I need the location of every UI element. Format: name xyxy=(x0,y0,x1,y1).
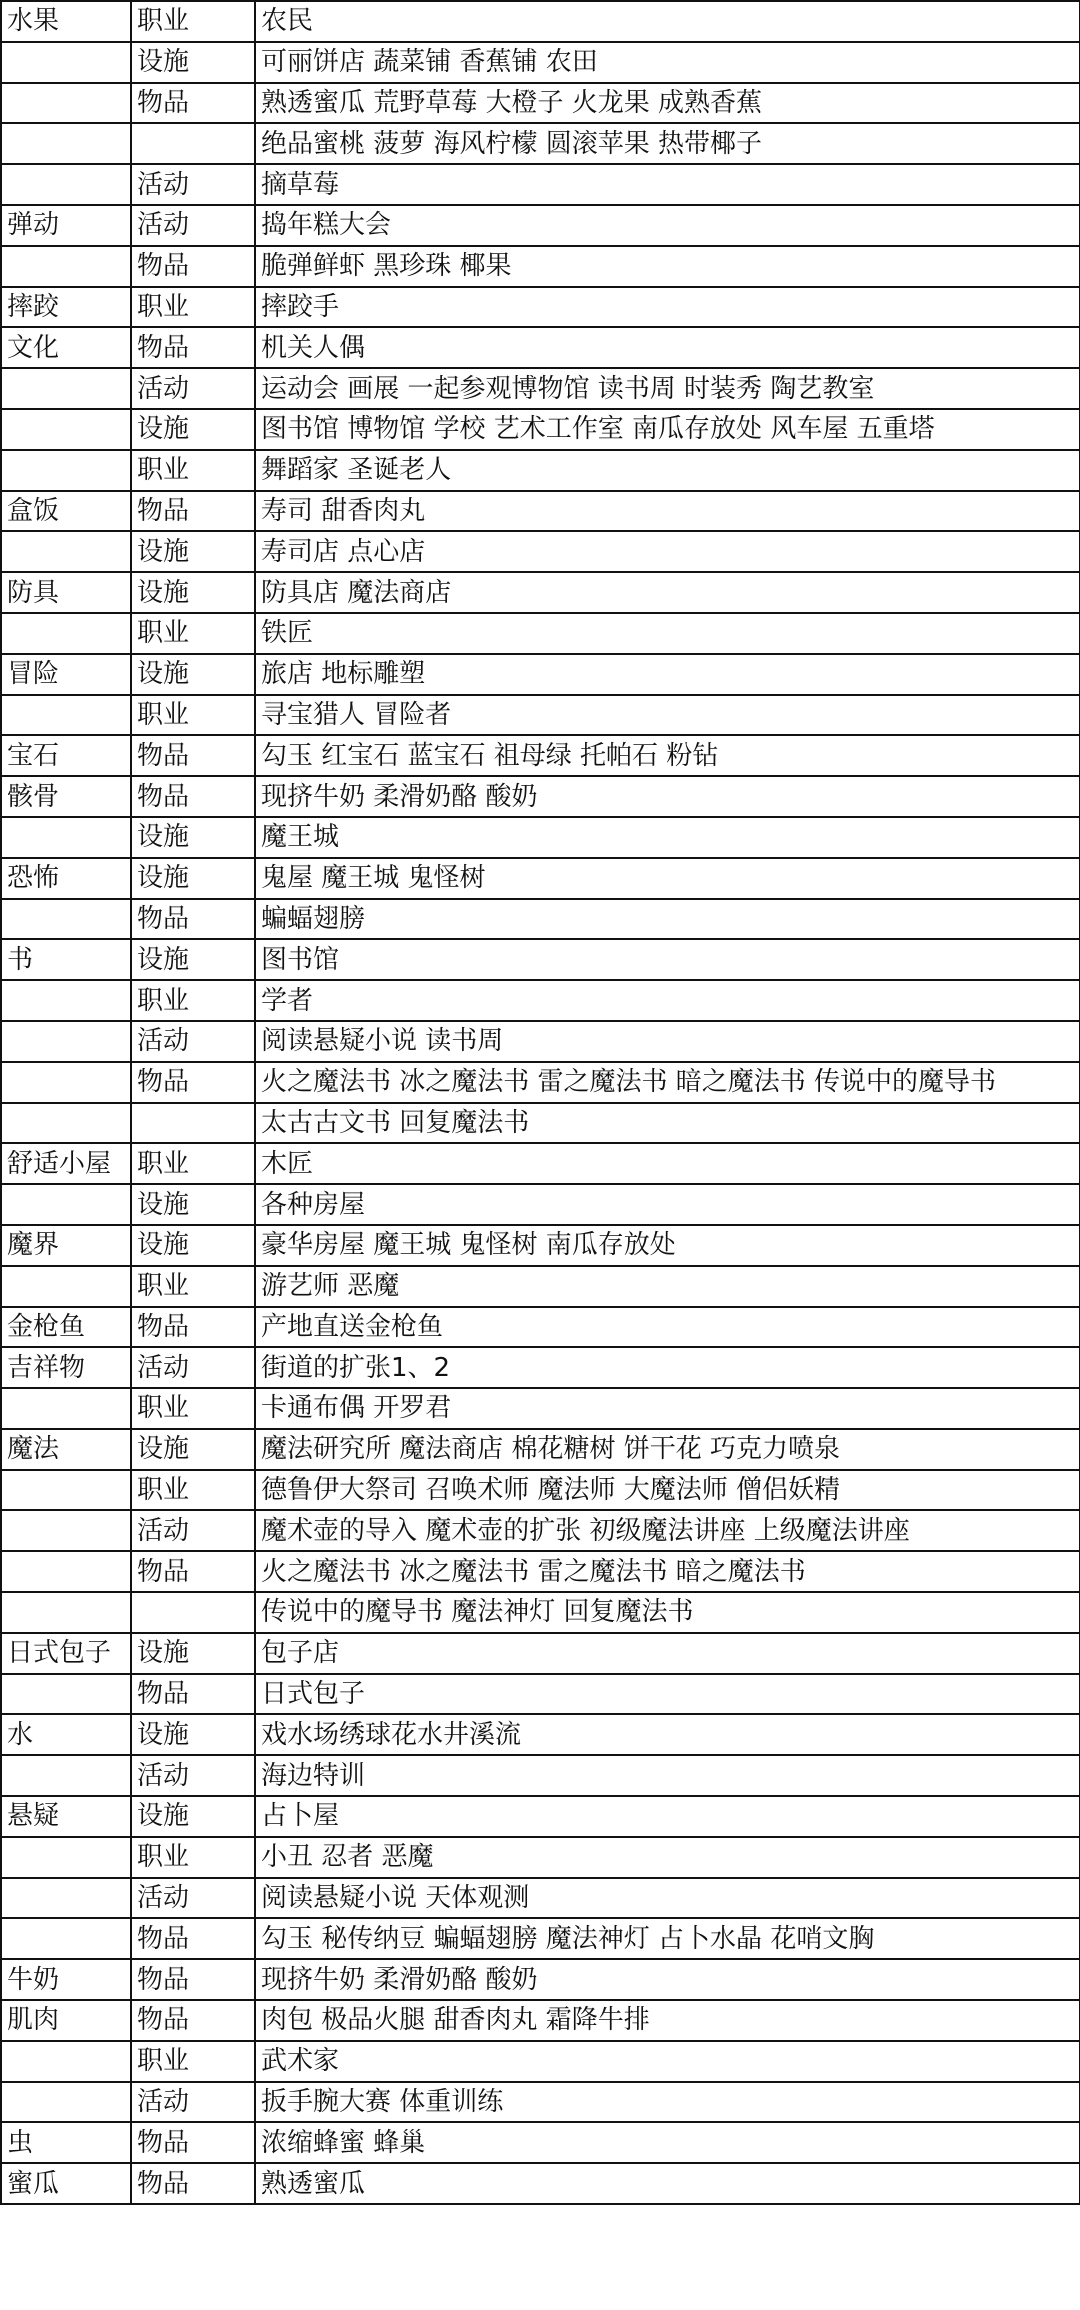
theme-cell xyxy=(1,450,131,491)
table-row xyxy=(1,1429,1080,1470)
theme-cell: 魔法 xyxy=(1,1429,131,1470)
items-cell: 现挤牛奶 柔滑奶酪 酸奶 xyxy=(255,1959,1080,2000)
category-cell: 物品 xyxy=(131,735,255,776)
theme-cell: 水果 xyxy=(1,1,131,42)
items-cell: 绝品蜜桃 菠萝 海风柠檬 圆滚苹果 热带椰子 xyxy=(255,123,1080,164)
table-row xyxy=(1,1918,1080,1959)
items-cell: 摘草莓 xyxy=(255,164,1080,205)
theme-cell xyxy=(1,613,131,654)
category-cell: 设施 xyxy=(131,1225,255,1266)
theme-cell xyxy=(1,409,131,450)
items-cell: 机关人偶 xyxy=(255,327,1080,368)
table-row xyxy=(1,2163,1080,2204)
category-cell: 活动 xyxy=(131,205,255,246)
items-cell: 肉包 极品火腿 甜香肉丸 霜降牛排 xyxy=(255,2000,1080,2041)
items-cell: 熟透蜜瓜 荒野草莓 大橙子 火龙果 成熟香蕉 xyxy=(255,83,1080,124)
theme-cell: 金枪鱼 xyxy=(1,1307,131,1348)
category-cell: 物品 xyxy=(131,2000,255,2041)
theme-cell: 摔跤 xyxy=(1,287,131,328)
table-row xyxy=(1,939,1080,980)
theme-cell xyxy=(1,1021,131,1062)
category-cell: 物品 xyxy=(131,491,255,532)
category-cell xyxy=(131,123,255,164)
items-cell: 街道的扩张1、2 xyxy=(255,1347,1080,1388)
items-cell: 防具店 魔法商店 xyxy=(255,572,1080,613)
items-cell: 勾玉 秘传纳豆 蝙蝠翅膀 魔法神灯 占卜水晶 花哨文胸 xyxy=(255,1918,1080,1959)
items-cell: 各种房屋 xyxy=(255,1184,1080,1225)
items-cell: 木匠 xyxy=(255,1143,1080,1184)
theme-cell: 骸骨 xyxy=(1,776,131,817)
theme-cell xyxy=(1,164,131,205)
theme-cell xyxy=(1,42,131,83)
category-cell: 职业 xyxy=(131,1266,255,1307)
category-cell: 活动 xyxy=(131,1878,255,1919)
table-row xyxy=(1,1266,1080,1307)
table-row xyxy=(1,858,1080,899)
items-cell: 扳手腕大赛 体重训练 xyxy=(255,2082,1080,2123)
theme-cell xyxy=(1,2041,131,2082)
items-cell: 运动会 画展 一起参观博物馆 读书周 时装秀 陶艺教室 xyxy=(255,368,1080,409)
items-cell: 火之魔法书 冰之魔法书 雷之魔法书 暗之魔法书 传说中的魔导书 xyxy=(255,1062,1080,1103)
table-row xyxy=(1,287,1080,328)
theme-cell xyxy=(1,1510,131,1551)
table-row xyxy=(1,1714,1080,1755)
category-cell: 职业 xyxy=(131,1388,255,1429)
table-row xyxy=(1,1143,1080,1184)
category-cell: 设施 xyxy=(131,531,255,572)
theme-cell: 盒饭 xyxy=(1,491,131,532)
theme-cell xyxy=(1,1674,131,1715)
items-cell: 德鲁伊大祭司 召唤术师 魔法师 大魔法师 僧侣妖精 xyxy=(255,1470,1080,1511)
items-cell: 魔术壶的导入 魔术壶的扩张 初级魔法讲座 上级魔法讲座 xyxy=(255,1510,1080,1551)
table-row xyxy=(1,1837,1080,1878)
table-row xyxy=(1,1388,1080,1429)
table-row xyxy=(1,1551,1080,1592)
category-cell: 物品 xyxy=(131,1551,255,1592)
theme-cell xyxy=(1,695,131,736)
category-cell: 设施 xyxy=(131,1429,255,1470)
table-row xyxy=(1,1510,1080,1551)
items-cell: 传说中的魔导书 魔法神灯 回复魔法书 xyxy=(255,1592,1080,1633)
items-cell: 魔王城 xyxy=(255,817,1080,858)
category-cell: 活动 xyxy=(131,368,255,409)
table-row xyxy=(1,817,1080,858)
items-cell: 阅读悬疑小说 读书周 xyxy=(255,1021,1080,1062)
theme-cell: 日式包子 xyxy=(1,1633,131,1674)
category-cell xyxy=(131,1592,255,1633)
category-cell: 设施 xyxy=(131,1796,255,1837)
category-cell xyxy=(131,1103,255,1144)
items-cell: 脆弹鲜虾 黑珍珠 椰果 xyxy=(255,246,1080,287)
items-cell: 图书馆 xyxy=(255,939,1080,980)
table-row xyxy=(1,368,1080,409)
theme-cell: 书 xyxy=(1,939,131,980)
category-cell: 设施 xyxy=(131,42,255,83)
items-cell: 小丑 忍者 恶魔 xyxy=(255,1837,1080,1878)
items-cell: 寿司店 点心店 xyxy=(255,531,1080,572)
items-cell: 浓缩蜂蜜 蜂巢 xyxy=(255,2122,1080,2163)
category-cell: 物品 xyxy=(131,776,255,817)
theme-cell xyxy=(1,1184,131,1225)
theme-cell xyxy=(1,1388,131,1429)
category-cell: 职业 xyxy=(131,450,255,491)
theme-cell: 冒险 xyxy=(1,654,131,695)
table-row xyxy=(1,205,1080,246)
table-row xyxy=(1,1184,1080,1225)
items-cell: 现挤牛奶 柔滑奶酪 酸奶 xyxy=(255,776,1080,817)
category-cell: 物品 xyxy=(131,1674,255,1715)
theme-cell xyxy=(1,817,131,858)
category-cell: 职业 xyxy=(131,980,255,1021)
table-row xyxy=(1,1,1080,42)
table-row xyxy=(1,1225,1080,1266)
theme-cell xyxy=(1,1266,131,1307)
table-row xyxy=(1,1959,1080,2000)
theme-cell xyxy=(1,980,131,1021)
category-cell: 物品 xyxy=(131,1918,255,1959)
theme-cell xyxy=(1,1103,131,1144)
table-row xyxy=(1,83,1080,124)
items-cell: 魔法研究所 魔法商店 棉花糖树 饼干花 巧克力喷泉 xyxy=(255,1429,1080,1470)
items-cell: 武术家 xyxy=(255,2041,1080,2082)
theme-cell: 蜜瓜 xyxy=(1,2163,131,2204)
table-row xyxy=(1,572,1080,613)
category-cell: 物品 xyxy=(131,1062,255,1103)
items-cell: 戏水场绣球花水井溪流 xyxy=(255,1714,1080,1755)
table-row xyxy=(1,164,1080,205)
category-cell: 职业 xyxy=(131,613,255,654)
items-cell: 铁匠 xyxy=(255,613,1080,654)
theme-cell xyxy=(1,368,131,409)
category-cell: 职业 xyxy=(131,287,255,328)
theme-cell xyxy=(1,1062,131,1103)
category-cell: 职业 xyxy=(131,1837,255,1878)
theme-cell xyxy=(1,1592,131,1633)
table-row xyxy=(1,980,1080,1021)
items-cell: 舞蹈家 圣诞老人 xyxy=(255,450,1080,491)
table-row xyxy=(1,654,1080,695)
items-cell: 太古古文书 回复魔法书 xyxy=(255,1103,1080,1144)
category-cell: 活动 xyxy=(131,1347,255,1388)
category-cell: 设施 xyxy=(131,572,255,613)
category-cell: 设施 xyxy=(131,1633,255,1674)
theme-cell: 虫 xyxy=(1,2122,131,2163)
table-row xyxy=(1,531,1080,572)
items-cell: 包子店 xyxy=(255,1633,1080,1674)
table-row xyxy=(1,491,1080,532)
category-cell: 物品 xyxy=(131,246,255,287)
theme-cell xyxy=(1,531,131,572)
theme-cell: 宝石 xyxy=(1,735,131,776)
items-cell: 捣年糕大会 xyxy=(255,205,1080,246)
category-cell: 活动 xyxy=(131,2082,255,2123)
category-cell: 职业 xyxy=(131,1143,255,1184)
theme-cell xyxy=(1,899,131,940)
items-cell: 摔跤手 xyxy=(255,287,1080,328)
theme-cell xyxy=(1,1837,131,1878)
table-row xyxy=(1,2082,1080,2123)
items-cell: 寻宝猎人 冒险者 xyxy=(255,695,1080,736)
items-cell: 熟透蜜瓜 xyxy=(255,2163,1080,2204)
theme-cell xyxy=(1,246,131,287)
category-cell: 设施 xyxy=(131,817,255,858)
table-row xyxy=(1,409,1080,450)
items-cell: 火之魔法书 冰之魔法书 雷之魔法书 暗之魔法书 xyxy=(255,1551,1080,1592)
table-row xyxy=(1,613,1080,654)
category-cell: 物品 xyxy=(131,2122,255,2163)
items-cell: 寿司 甜香肉丸 xyxy=(255,491,1080,532)
table-row xyxy=(1,1592,1080,1633)
items-cell: 农民 xyxy=(255,1,1080,42)
items-cell: 阅读悬疑小说 天体观测 xyxy=(255,1878,1080,1919)
category-cell: 物品 xyxy=(131,327,255,368)
table-row xyxy=(1,1796,1080,1837)
category-cell: 物品 xyxy=(131,1307,255,1348)
category-cell: 设施 xyxy=(131,1714,255,1755)
items-cell: 图书馆 博物馆 学校 艺术工作室 南瓜存放处 风车屋 五重塔 xyxy=(255,409,1080,450)
items-cell: 海边特训 xyxy=(255,1755,1080,1796)
theme-cell: 文化 xyxy=(1,327,131,368)
theme-cell xyxy=(1,83,131,124)
theme-cell: 悬疑 xyxy=(1,1796,131,1837)
table-row xyxy=(1,1755,1080,1796)
table-row xyxy=(1,246,1080,287)
table-row xyxy=(1,1347,1080,1388)
items-cell: 游艺师 恶魔 xyxy=(255,1266,1080,1307)
category-cell: 职业 xyxy=(131,1,255,42)
category-cell: 物品 xyxy=(131,899,255,940)
table-row xyxy=(1,2122,1080,2163)
theme-cell: 牛奶 xyxy=(1,1959,131,2000)
items-cell: 旅店 地标雕塑 xyxy=(255,654,1080,695)
theme-cell xyxy=(1,1878,131,1919)
items-cell: 占卜屋 xyxy=(255,1796,1080,1837)
category-cell: 物品 xyxy=(131,83,255,124)
items-cell: 卡通布偶 开罗君 xyxy=(255,1388,1080,1429)
category-cell: 物品 xyxy=(131,2163,255,2204)
category-cell: 设施 xyxy=(131,409,255,450)
table-row xyxy=(1,450,1080,491)
items-cell: 日式包子 xyxy=(255,1674,1080,1715)
theme-cell: 水 xyxy=(1,1714,131,1755)
theme-cell xyxy=(1,2082,131,2123)
items-cell: 鬼屋 魔王城 鬼怪树 xyxy=(255,858,1080,899)
category-cell: 设施 xyxy=(131,858,255,899)
theme-cell: 吉祥物 xyxy=(1,1347,131,1388)
table-body xyxy=(1,1,1080,2204)
category-cell: 设施 xyxy=(131,939,255,980)
category-cell: 职业 xyxy=(131,695,255,736)
table-row xyxy=(1,776,1080,817)
theme-cell: 肌肉 xyxy=(1,2000,131,2041)
table-row xyxy=(1,2041,1080,2082)
table-row xyxy=(1,123,1080,164)
items-cell: 学者 xyxy=(255,980,1080,1021)
items-cell: 豪华房屋 魔王城 鬼怪树 南瓜存放处 xyxy=(255,1225,1080,1266)
table-row xyxy=(1,1307,1080,1348)
table-row xyxy=(1,42,1080,83)
theme-cell xyxy=(1,1551,131,1592)
theme-cell xyxy=(1,1918,131,1959)
category-cell: 活动 xyxy=(131,164,255,205)
table-row xyxy=(1,327,1080,368)
category-cell: 设施 xyxy=(131,1184,255,1225)
table-row xyxy=(1,1674,1080,1715)
theme-cell xyxy=(1,123,131,164)
table-row xyxy=(1,1021,1080,1062)
theme-cell: 魔界 xyxy=(1,1225,131,1266)
theme-cell: 舒适小屋 xyxy=(1,1143,131,1184)
category-cell: 物品 xyxy=(131,1959,255,2000)
theme-cell: 恐怖 xyxy=(1,858,131,899)
category-cell: 活动 xyxy=(131,1021,255,1062)
table-row xyxy=(1,899,1080,940)
category-cell: 职业 xyxy=(131,1470,255,1511)
items-cell: 勾玉 红宝石 蓝宝石 祖母绿 托帕石 粉钻 xyxy=(255,735,1080,776)
category-cell: 设施 xyxy=(131,654,255,695)
items-cell: 产地直送金枪鱼 xyxy=(255,1307,1080,1348)
theme-cell xyxy=(1,1755,131,1796)
category-cell: 活动 xyxy=(131,1510,255,1551)
category-cell: 职业 xyxy=(131,2041,255,2082)
table-row xyxy=(1,735,1080,776)
category-cell: 活动 xyxy=(131,1755,255,1796)
table-row xyxy=(1,1103,1080,1144)
table-row xyxy=(1,1633,1080,1674)
table-row xyxy=(1,1062,1080,1103)
theme-cell: 弹动 xyxy=(1,205,131,246)
table-row xyxy=(1,695,1080,736)
theme-cell: 防具 xyxy=(1,572,131,613)
table-row xyxy=(1,1878,1080,1919)
table-row xyxy=(1,2000,1080,2041)
theme-cell xyxy=(1,1470,131,1511)
items-cell: 可丽饼店 蔬菜铺 香蕉铺 农田 xyxy=(255,42,1080,83)
table-row xyxy=(1,1470,1080,1511)
items-cell: 蝙蝠翅膀 xyxy=(255,899,1080,940)
